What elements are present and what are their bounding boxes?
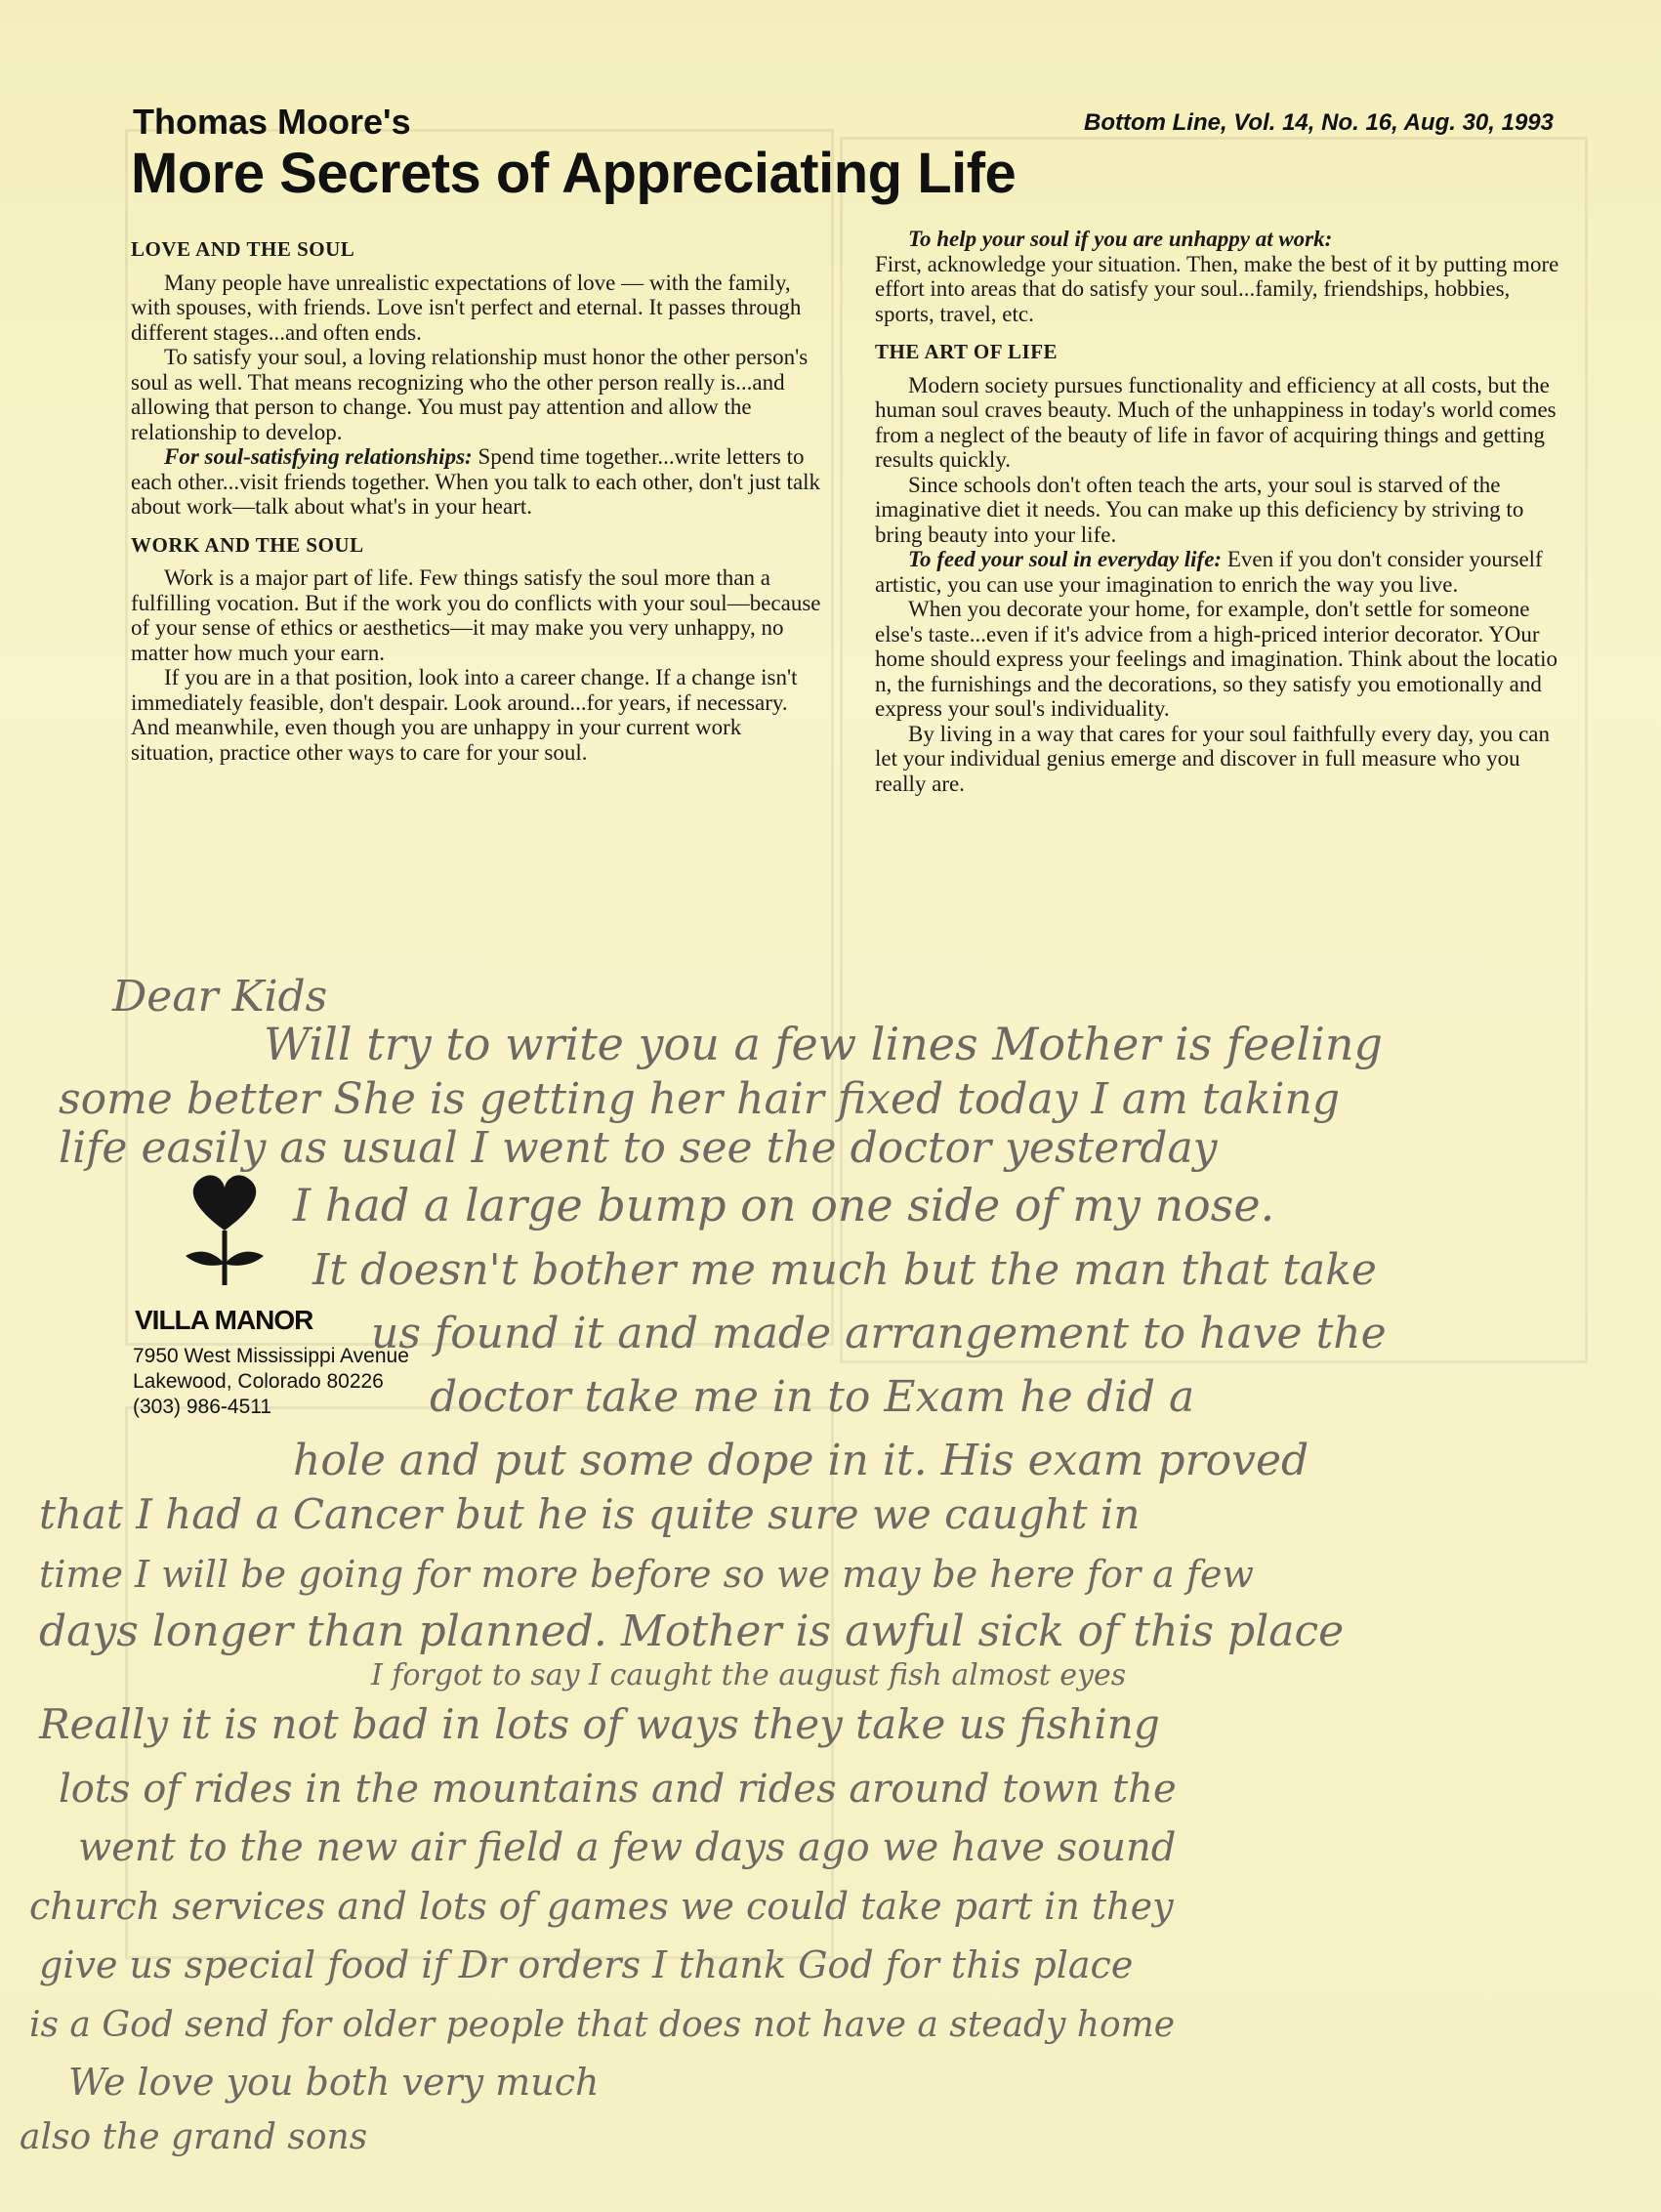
- handwriting-line: life easily as usual I went to see the doctor yesterday: [59, 1123, 1218, 1173]
- art-tip-text: Even if you don't consider yourself artistic, you can use your imagination to enrich the way you live.: [875, 547, 1543, 597]
- handwriting-line: us found it and made arrangement to have the: [371, 1309, 1387, 1358]
- handwriting-line: Really it is not bad in lots of ways they take us fishing: [39, 1700, 1160, 1748]
- handwriting-line: doctor take me in to Exam he did a: [430, 1372, 1195, 1422]
- love-tip-text: Spend time together...write letters to each other...visit friends together. When you talk to each other, don't just talk about work—talk about what's in your heart.: [131, 444, 821, 519]
- handwriting-line: It doesn't bother me much but the man that take: [312, 1245, 1377, 1295]
- address-city: Lakewood, Colorado 80226: [133, 1370, 384, 1393]
- art-paragraph-5: By living in a way that cares for your soul faithfully every day, you can let your individual genius emerge and discover in full measure who you really are.: [875, 721, 1551, 796]
- address-street: 7950 West Mississippi Avenue: [133, 1345, 409, 1367]
- page-title: More Secrets of Appreciating Life: [131, 142, 1017, 205]
- work-paragraph-2: If you are in a that position, look into a career change. If a change isn't immediately feasible, don't despair. Look around...for years, if necessary. And meanwhile, even though you are unhappy in your current work situation, practice other ways to care for your soul.: [131, 665, 798, 765]
- brand-name: VILLA MANOR: [135, 1305, 313, 1335]
- work-help-lead: To help your soul if you are unhappy at work:: [908, 227, 1333, 251]
- handwriting-line: Will try to write you a few lines Mother is feeling: [264, 1018, 1383, 1070]
- handwriting-line: We love you both very much: [68, 2061, 600, 2104]
- section-heading-art: THE ART OF LIFE: [875, 340, 1059, 363]
- handwriting-line: church services and lots of games we could take part in they: [29, 1885, 1174, 1928]
- author-name: Thomas Moore's: [133, 102, 411, 142]
- handwriting-line: also the grand sons: [20, 2117, 368, 2157]
- handwriting-line: some better She is getting her hair fixed today I am taking: [59, 1074, 1341, 1124]
- art-paragraph-2: Since schools don't often teach the arts, your soul is starved of the imaginative diet it needs. You can make up this deficiency by striving to bring beauty into your life.: [875, 472, 1524, 547]
- handwriting-line: I forgot to say I caught the august fish almost eyes: [371, 1658, 1127, 1692]
- handwriting-line: I had a large bump on one side of my nose.: [293, 1179, 1275, 1231]
- handwriting-line: days longer than planned. Mother is awful sick of this place: [39, 1607, 1345, 1656]
- handwriting-line: give us special food if Dr orders I thank God for this place: [39, 1943, 1134, 1986]
- section-heading-love: LOVE AND THE SOUL: [131, 237, 355, 261]
- love-paragraph-1: Many people have unrealistic expectations of love — with the family, with spouses, with friends. Love isn't perfect and eternal. It passes through different stages...and often ends.: [131, 270, 802, 345]
- work-paragraph-1: Work is a major part of life. Few things satisfy the soul more than a fulfilling vocation. But if the work you do conflicts with your soul—because of your sense of ethics or aesthetics—it may make you very unhappy, no matter how much your earn.: [131, 565, 821, 665]
- section-heading-work: WORK AND THE SOUL: [131, 532, 364, 557]
- art-paragraph-1: Modern society pursues functionality and efficiency at all costs, but the human soul craves beauty. Much of the unhappiness in today's world comes from a neglect of the beauty of life in favor of acquiring things and getting results quickly.: [875, 372, 1557, 472]
- handwriting-line: went to the new air field a few days ago we have sound: [78, 1825, 1177, 1870]
- love-tip-lead: For soul-satisfying relationships:: [164, 444, 473, 469]
- handwriting-line: is a God send for older people that does not have a steady home: [29, 2005, 1176, 2045]
- art-tip-lead: To feed your soul in everyday life:: [908, 547, 1223, 571]
- art-paragraph-4: When you decorate your home, for example, don't settle for someone else's taste...even if it's advice from a high-priced interior decorator. YOur home should express your feelings and imagination. Think about the locatio n, the furnishings and the decorations, so they satisfy you emotionally and express your soul's individuality.: [875, 597, 1558, 721]
- handwriting-line: lots of rides in the mountains and rides around town the: [59, 1767, 1177, 1812]
- handwriting-line: Dear Kids: [112, 972, 328, 1022]
- address-phone: (303) 986-4511: [133, 1396, 272, 1418]
- handwriting-line: time I will be going for more before so we may be here for a few: [39, 1553, 1254, 1596]
- work-help-text: First, acknowledge your situation. Then, make the best of it by putting more effort into areas that do satisfy your soul...family, friendships, hobbies, sports, travel, etc.: [875, 251, 1559, 326]
- love-paragraph-2: To satisfy your soul, a loving relationship must honor the other person's soul as well. That means recognizing who the other person really is...and allowing that person to change. You must pay attention and allow the relationship to develop.: [131, 345, 809, 444]
- publication-citation: Bottom Line, Vol. 14, No. 16, Aug. 30, 1993: [1083, 109, 1554, 136]
- handwriting-line: that I had a Cancer but he is quite sure we caught in: [39, 1490, 1141, 1538]
- handwriting-line: hole and put some dope in it. His exam proved: [293, 1436, 1309, 1485]
